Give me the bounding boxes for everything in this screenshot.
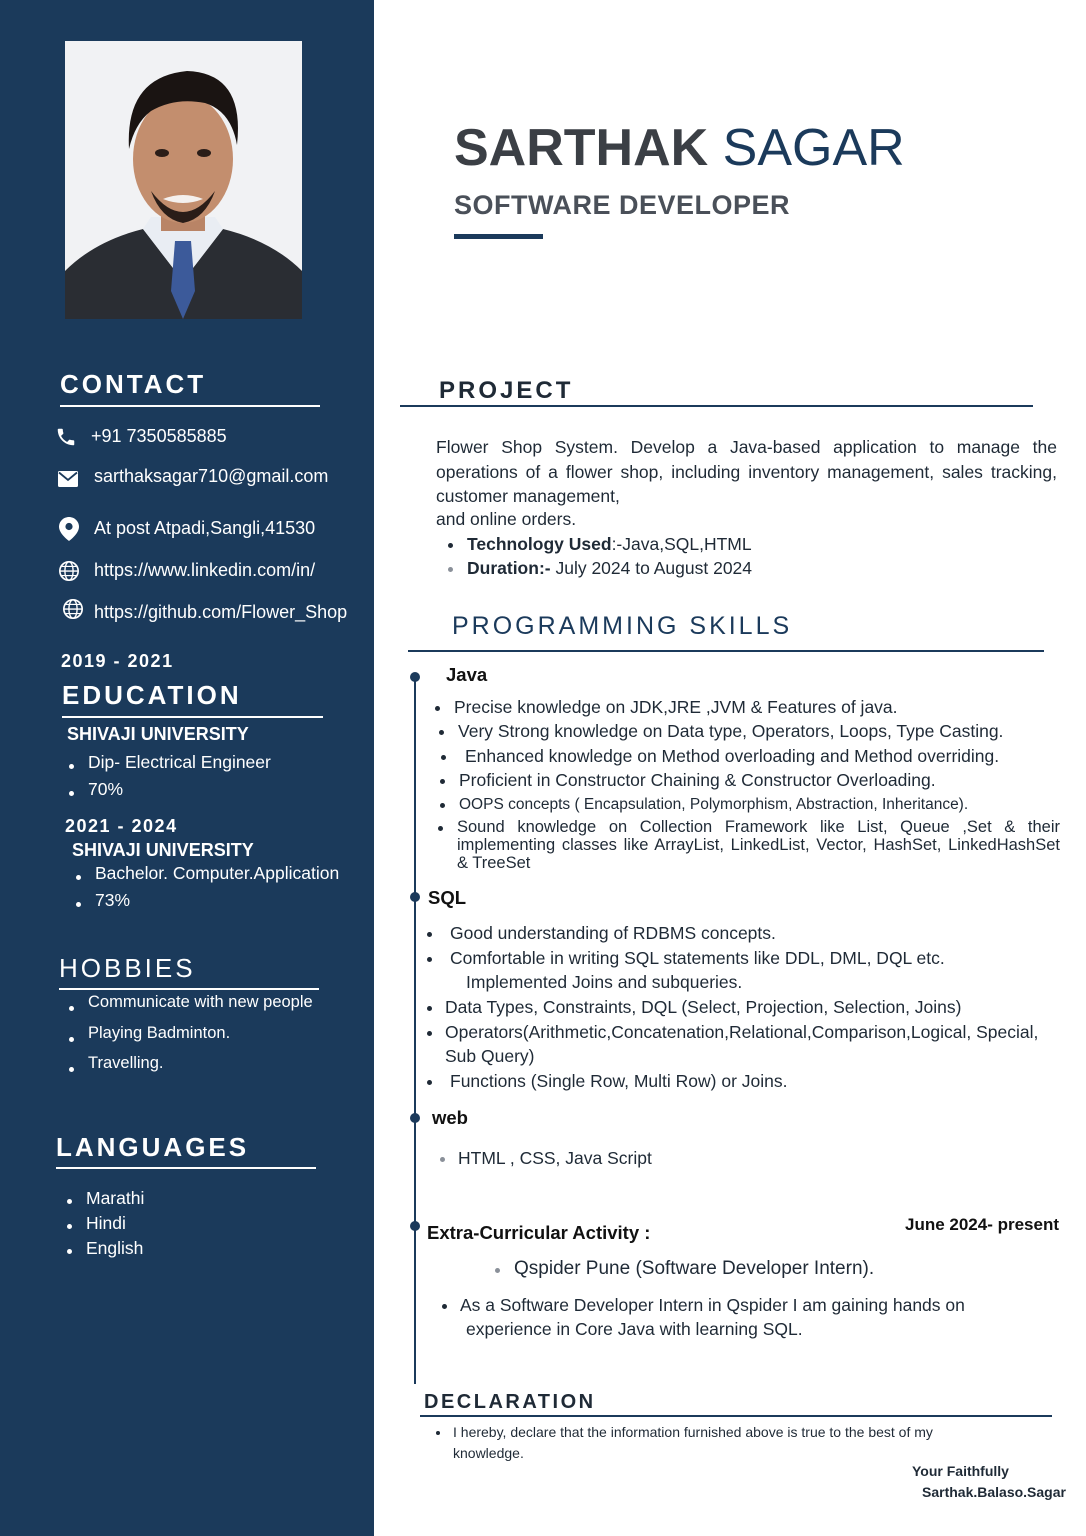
- bullet: [436, 1431, 440, 1435]
- duration-value: July 2024 to August 2024: [550, 558, 753, 578]
- education-divider: [62, 716, 323, 718]
- bullet: [427, 932, 432, 937]
- declaration-text: I hereby, declare that the information furnished above is true to the best of my: [453, 1424, 933, 1440]
- declaration-heading: DECLARATION: [424, 1391, 596, 1413]
- languages-divider: [56, 1167, 316, 1169]
- list-item: Dip- Electrical Engineer: [66, 752, 271, 779]
- extra-curricular-title: Extra-Curricular Activity :: [427, 1222, 651, 1243]
- globe-icon: [62, 598, 84, 620]
- linkedin-link[interactable]: https://www.linkedin.com/in/: [94, 560, 316, 580]
- bullet: [439, 730, 444, 735]
- github-link[interactable]: https://github.com/Flower_Shop: [94, 602, 348, 622]
- hobbies-divider: [59, 988, 319, 990]
- timeline-dot: [410, 1113, 420, 1123]
- sql-skill-item: Functions (Single Row, Multi Row) or Joins.: [450, 1071, 788, 1091]
- profile-photo: [65, 41, 302, 319]
- email-address[interactable]: sarthaksagar710@gmail.com: [94, 466, 329, 486]
- web-skill-item: HTML , CSS, Java Script: [458, 1148, 652, 1168]
- bullet: [427, 957, 432, 962]
- java-skill-item: Sound knowledge on Collection Framework like List, Queue ,Set & their implementing classes like ArrayList, LinkedList, Vector, HashSet, LinkedHashSet & TreeSet: [457, 818, 1060, 872]
- job-title: SOFTWARE DEVELOPER: [454, 190, 791, 220]
- skills-divider: [408, 650, 1044, 652]
- education-years: 2019 - 2021: [61, 651, 174, 671]
- declaration-text: knowledge.: [453, 1445, 524, 1461]
- bullet: [440, 779, 445, 784]
- last-name: SAGAR: [722, 119, 905, 177]
- sql-skill-item: Operators(Arithmetic,Concatenation,Relational,Comparison,Logical, Special,: [445, 1022, 1039, 1042]
- title-accent-bar: [454, 234, 543, 239]
- list-item: Communicate with new people: [66, 993, 313, 1024]
- extra-curricular-date: June 2024- present: [905, 1215, 1060, 1234]
- email-icon: [58, 470, 78, 488]
- hobbies-heading: HOBBIES: [59, 953, 196, 983]
- full-name: [454, 118, 905, 178]
- skills-timeline: [414, 676, 416, 1384]
- sql-skill-item: Good understanding of RDBMS concepts.: [450, 923, 776, 943]
- java-skill-item: Precise knowledge on JDK,JRE ,JVM & Features of java.: [454, 697, 898, 717]
- java-skill-item: Very Strong knowledge on Data type, Operators, Loops, Type Casting.: [458, 721, 1004, 741]
- bullet: [448, 567, 453, 572]
- java-title: Java: [446, 664, 488, 685]
- sql-title: SQL: [428, 887, 467, 908]
- web-title: web: [432, 1107, 468, 1128]
- bullet: [442, 1304, 447, 1309]
- technology-label: Technology Used: [467, 534, 612, 554]
- bullet: [441, 755, 446, 760]
- extra-curricular-org: Qspider Pune (Software Developer Intern).: [514, 1258, 875, 1279]
- list-item: Marathi: [64, 1188, 144, 1213]
- address: At post Atpadi,Sangli,41530: [94, 518, 316, 538]
- bullet: [427, 1006, 432, 1011]
- project-divider: [400, 405, 1033, 407]
- project-description: Flower Shop System. Develop a Java-based application to manage the operations of a flower shop, including inventory management, sales tracking, customer management,: [436, 437, 1057, 506]
- bullet: [495, 1268, 500, 1273]
- extra-curricular-detail: As a Software Developer Intern in Qspider I am gaining hands on: [460, 1295, 965, 1315]
- technology-value: :-Java,SQL,HTML: [611, 534, 752, 554]
- skills-heading: PROGRAMMING SKILLS: [452, 612, 793, 640]
- education-school: SHIVAJI UNIVERSITY: [72, 840, 254, 860]
- person-portrait-icon: [65, 41, 302, 319]
- bullet: [438, 826, 443, 831]
- project-description-end: and online orders.: [436, 509, 577, 529]
- phone-number[interactable]: +91 7350585885: [91, 426, 227, 446]
- project-heading: PROJECT: [439, 377, 574, 404]
- list-item: Playing Badminton.: [66, 1024, 313, 1055]
- list-item: 70%: [66, 779, 271, 806]
- languages-heading: LANGUAGES: [56, 1132, 250, 1162]
- list-item: Hindi: [64, 1213, 144, 1238]
- location-pin-icon: [59, 517, 79, 541]
- sql-skill-item: Implemented Joins and subqueries.: [466, 972, 743, 992]
- education-details: [73, 863, 339, 917]
- education-years: 2021 - 2024: [65, 816, 178, 836]
- sql-skill-item: Data Types, Constraints, DQL (Select, Projection, Selection, Joins): [445, 997, 962, 1017]
- timeline-dot: [410, 1221, 420, 1231]
- list-item: Bachelor. Computer.Application: [73, 863, 339, 890]
- bullet: [435, 706, 440, 711]
- project-duration: [467, 558, 752, 579]
- closing-text: Your Faithfully: [912, 1463, 1009, 1479]
- languages-list: [64, 1188, 144, 1263]
- contact-heading: CONTACT: [60, 369, 207, 399]
- timeline-dot: [410, 892, 420, 902]
- sql-skill-item: Sub Query): [445, 1046, 535, 1066]
- duration-label: Duration:-: [467, 558, 551, 578]
- declaration-divider: [420, 1415, 1052, 1417]
- list-item: Travelling.: [66, 1054, 313, 1085]
- education-heading: EDUCATION: [62, 680, 242, 710]
- java-skill-item: OOPS concepts ( Encapsulation, Polymorphism, Abstraction, Inheritance).: [459, 796, 969, 813]
- education-details: [66, 752, 271, 806]
- java-skill-item: Enhanced knowledge on Method overloading and Method overriding.: [465, 746, 1000, 766]
- hobbies-list: [66, 993, 313, 1085]
- first-name: SARTHAK: [454, 119, 709, 177]
- sql-skill-item: Comfortable in writing SQL statements like DDL, DML, DQL etc.: [450, 948, 945, 968]
- bullet: [440, 803, 445, 808]
- sidebar: [0, 0, 374, 1536]
- globe-icon: [58, 560, 80, 582]
- bullet: [448, 543, 453, 548]
- bullet: [440, 1157, 445, 1162]
- timeline-dot: [410, 672, 420, 682]
- list-item: English: [64, 1238, 144, 1263]
- bullet: [427, 1080, 432, 1085]
- extra-curricular-detail: experience in Core Java with learning SQL.: [466, 1319, 803, 1339]
- signature: Sarthak.Balaso.Sagar: [922, 1484, 1066, 1500]
- list-item: 73%: [73, 890, 339, 917]
- project-technology: [467, 534, 752, 555]
- java-skill-item: Proficient in Constructor Chaining & Constructor Overloading.: [459, 770, 936, 790]
- contact-divider: [60, 405, 320, 407]
- bullet: [427, 1031, 432, 1036]
- phone-icon: [55, 426, 77, 448]
- education-school: SHIVAJI UNIVERSITY: [67, 724, 249, 744]
